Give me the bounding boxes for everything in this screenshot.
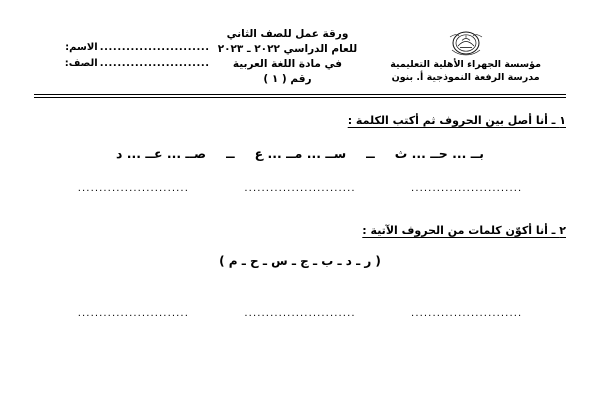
school-name-line-2: مدرسة الرفعة النموذجية أ. بنون <box>391 72 540 83</box>
title-line-1: ورقة عمل للصف الثاني <box>226 28 349 40</box>
question-1 <box>34 98 566 194</box>
letter-group-1: بــ ... حــ ... ث <box>394 146 484 161</box>
school-identity <box>365 26 566 84</box>
question-1-letter-groups <box>34 146 566 161</box>
school-seal-logo <box>365 28 566 58</box>
letter-group-separator-2: ــ <box>226 146 235 161</box>
school-name-line-1: مؤسسة الجهراء الأهلية التعليمية <box>390 59 541 70</box>
question-2 <box>34 208 566 319</box>
question-2-title: ٢ ـ أنا أكوّن كلمات من الحروف الآتية : <box>362 224 566 237</box>
header-divider-thick <box>34 94 566 95</box>
field-class-row <box>34 56 210 72</box>
question-1-title: ١ ـ أنا أصل بين الحروف ثم أكتب الكلمة : <box>347 114 566 127</box>
answer-blank[interactable]: .......................... <box>411 183 523 194</box>
letter-group-3: صــ ... عــ ... د <box>116 146 207 161</box>
document-header <box>34 26 566 88</box>
field-class-label: الصف: <box>64 58 98 69</box>
question-2-letters-pool: ( ر ـ د ـ ب ـ ج ـ س ـ ح ـ م ) <box>219 254 381 268</box>
answer-blank[interactable]: .......................... <box>77 183 189 194</box>
field-name-dots[interactable]: ......................... <box>99 42 210 53</box>
question-2-answer-blanks <box>34 308 566 319</box>
title-line-3: في مادة اللغة العربية <box>232 58 343 70</box>
document-title-block <box>218 26 358 87</box>
field-name-label: الاسم: <box>65 42 98 53</box>
letter-group-separator-1: ــ <box>366 146 375 161</box>
title-line-4: رقم ( ١ ) <box>263 73 312 85</box>
letter-group-2: ســ ... مــ ... ع <box>254 146 347 161</box>
student-fields <box>34 26 210 72</box>
answer-blank[interactable]: .......................... <box>244 183 356 194</box>
answer-blank[interactable]: .......................... <box>77 308 189 319</box>
title-line-2: للعام الدراسي ٢٠٢٢ ـ ٢٠٢٣ <box>217 43 358 55</box>
answer-blank[interactable]: .......................... <box>244 308 356 319</box>
question-1-answer-blanks <box>34 183 566 194</box>
field-class-dots[interactable]: ......................... <box>99 58 210 69</box>
section-spacer <box>34 194 566 208</box>
field-name-row <box>34 40 210 56</box>
answer-blank[interactable]: .......................... <box>411 308 523 319</box>
